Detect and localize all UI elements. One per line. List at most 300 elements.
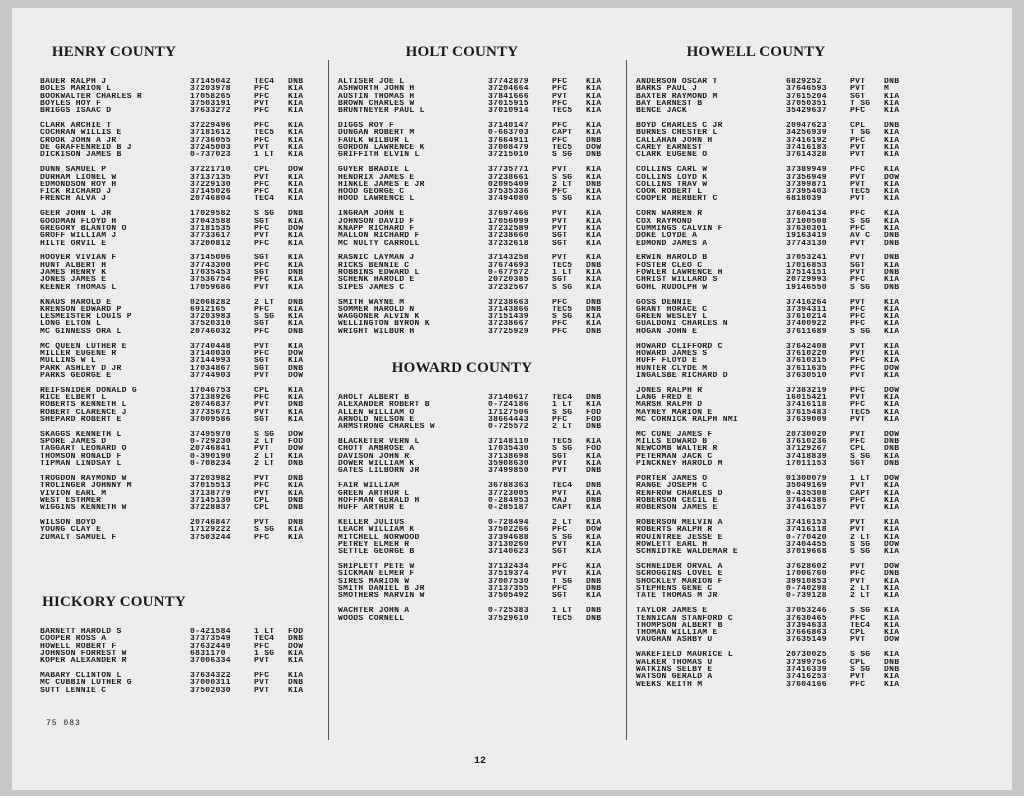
entry-name: MILLS EDWARD B	[636, 438, 708, 447]
entry-rank: PVT	[254, 489, 270, 498]
entry-rank: 2 LT	[552, 423, 573, 432]
entry-status: KIA	[288, 136, 304, 145]
entry-status: KIA	[586, 438, 602, 447]
entry-serial: 37610315	[786, 357, 827, 366]
entry-serial: 37200812	[190, 239, 231, 248]
entry-status: KIA	[884, 276, 900, 285]
entry-status: KIA	[884, 585, 900, 593]
entry-rank: PFC	[254, 533, 270, 542]
entry-name: COOK ROBERT L	[636, 188, 703, 197]
entry-rank: PVT	[254, 657, 270, 666]
entry-name: ERWIN HAROLD B	[636, 254, 708, 263]
entry-rank: TEC5	[552, 144, 573, 152]
entry-name: GRIFFITH ELVIN L	[338, 151, 420, 160]
entry-serial: 37416118	[786, 526, 827, 535]
entry-rank: PVT	[254, 686, 270, 695]
entry-name: DIGGS ROY F	[338, 122, 395, 131]
entry-serial: 37666863	[786, 629, 827, 638]
entry-status: DNB	[884, 232, 900, 241]
entry-name: CLARK ARCHIE T	[40, 122, 112, 131]
entry-serial: 0-729230	[190, 438, 231, 447]
entry-rank: T SG	[850, 129, 871, 138]
entry-serial: 37137355	[488, 585, 529, 593]
entry-serial: 0-740298	[786, 585, 827, 593]
entry-status: DOW	[884, 173, 900, 182]
entry-rank: PFC	[552, 122, 568, 131]
entry-serial: 16015421	[786, 394, 827, 402]
entry-serial: 37519374	[488, 570, 529, 579]
entry-status: KIA	[586, 504, 602, 513]
roster-entry	[40, 460, 318, 468]
entry-serial: 39910853	[786, 577, 827, 586]
entry-name: HILTE ORVIL E	[40, 239, 107, 248]
entry-status: KIA	[586, 195, 602, 204]
entry-status: KIA	[586, 540, 602, 549]
entry-status: DOW	[288, 445, 304, 454]
entry-serial: 37000311	[190, 679, 231, 688]
roster-entry	[636, 460, 914, 468]
entry-serial: 0-284953	[488, 496, 529, 505]
entry-serial: 37203982	[190, 474, 231, 483]
entry-status: KIA	[884, 144, 900, 152]
entry-name: SCHENK HAROLD E	[338, 276, 415, 285]
entry-status: KIA	[288, 283, 304, 292]
entry-status: DNB	[288, 401, 304, 410]
entry-status: KIA	[884, 298, 900, 307]
entry-rank: PFC	[552, 188, 568, 197]
entry-rank: PVT	[850, 673, 866, 682]
entry-serial: 38664443	[488, 415, 529, 424]
entry-status: KIA	[884, 92, 900, 101]
entry-serial: 37733617	[190, 232, 231, 241]
roster-entry	[338, 592, 616, 600]
entry-serial: 36788363	[488, 482, 529, 491]
entry-serial: 37735671	[190, 408, 231, 417]
entry-name: JAMES HENRY K	[40, 269, 107, 277]
entry-name: SIRES MARION W	[338, 577, 410, 586]
entry-rank: 1 SG	[254, 649, 275, 658]
entry-status: DNB	[586, 298, 602, 307]
entry-serial: 37630510	[786, 371, 827, 380]
entry-name: GOODMAN FLOYD H	[40, 217, 117, 226]
entry-rank: PFC	[254, 305, 270, 314]
entry-name: HUNTER CLYDE M	[636, 364, 708, 373]
entry-status: KIA	[288, 173, 304, 182]
entry-name: PARK ASHLEY D JR	[40, 364, 122, 373]
entry-serial: 37181612	[190, 129, 231, 138]
entry-status: KIA	[884, 526, 900, 535]
entry-rank: PVT	[850, 349, 866, 358]
entry-serial: 35908630	[488, 460, 529, 468]
entry-name: NEWCOMB WALTER R	[636, 445, 718, 454]
entry-rank: T SG	[552, 577, 573, 586]
roster-entry	[636, 681, 914, 689]
entry-rank: CAPT	[850, 489, 871, 498]
entry-name: WALKER THOMAS U	[636, 658, 713, 667]
entry-serial: 37356949	[786, 173, 827, 182]
entry-name: MC CUNE JAMES F	[636, 430, 713, 439]
entry-rank: S SG	[552, 408, 573, 417]
entry-name: JOHNSON FORREST W	[40, 649, 127, 658]
entry-serial: 17046753	[190, 386, 231, 395]
entry-status: DNB	[586, 180, 602, 189]
entry-rank: S SG	[850, 283, 871, 292]
roster-entry	[338, 195, 616, 203]
entry-status: DOW	[288, 349, 304, 358]
entry-status: KIA	[288, 657, 304, 666]
entry-serial: 37008479	[488, 144, 529, 152]
entry-rank: PFC	[850, 313, 866, 322]
entry-name: TATE THOMAS M JR	[636, 592, 718, 601]
entry-status: DNB	[288, 635, 304, 644]
entry-serial: 0-739128	[786, 592, 827, 601]
entry-name: AHOLT ALBERT B	[338, 394, 410, 402]
entry-status: KIA	[288, 386, 304, 395]
roster-entry	[636, 151, 914, 159]
entry-status: KIA	[884, 320, 900, 329]
entry-rank: PFC	[552, 85, 568, 94]
roster-entry	[338, 504, 616, 512]
entry-name: ANDERSON OSCAR T	[636, 78, 718, 86]
entry-serial: 0-737023	[190, 151, 231, 160]
entry-status: KIA	[884, 224, 900, 233]
entry-status: KIA	[586, 320, 602, 329]
entry-serial: 37416153	[786, 519, 827, 527]
entry-serial: 0-770420	[786, 533, 827, 542]
entry-rank: TEC5	[254, 129, 275, 138]
entry-name: HOGAN JOHN E	[636, 327, 698, 336]
entry-rank: PFC	[850, 136, 866, 145]
entry-rank: PFC	[254, 136, 270, 145]
entry-rank: PFC	[552, 585, 568, 593]
entry-rank: MAJ	[552, 496, 568, 505]
entry-name: WATKINS SELBY E	[636, 665, 713, 674]
entry-serial: 20947623	[786, 122, 827, 131]
entry-serial: 37145042	[190, 78, 231, 86]
entry-rank: 2 LT	[254, 298, 275, 307]
entry-serial: 37416183	[786, 144, 827, 152]
entry-serial: 37503244	[190, 533, 231, 542]
entry-serial: 37743300	[190, 261, 231, 270]
entry-rank: 1 LT	[552, 401, 573, 410]
entry-rank: S SG	[850, 217, 871, 226]
entry-name: COLLINS TRAV W	[636, 180, 708, 189]
entry-rank: PFC	[850, 305, 866, 314]
roster-entry	[338, 467, 616, 475]
entry-rank: TEC4	[254, 635, 275, 644]
entry-serial: 37611689	[786, 327, 827, 336]
entry-name: BAXTER RAYMOND M	[636, 92, 718, 101]
entry-name: WOODS CORNELL	[338, 614, 405, 623]
entry-rank: PVT	[850, 504, 866, 513]
entry-name: COCHRAN WILLIS E	[40, 129, 122, 138]
entry-rank: TEC5	[552, 261, 573, 270]
entry-name: BENCE JACK	[636, 107, 688, 116]
entry-serial: 37502030	[190, 686, 231, 695]
entry-name: RASNIC LAYMAN J	[338, 254, 415, 263]
entry-rank: PVT	[850, 78, 866, 86]
entry-name: WEST ESTHMER	[40, 496, 102, 505]
entry-name: WILSON BOYD	[40, 519, 97, 527]
entry-rank: PVT	[254, 371, 270, 380]
entry-status: DNB	[884, 269, 900, 277]
entry-name: TROLINGER JOHNNY M	[40, 482, 132, 491]
entry-name: WEEKS KEITH M	[636, 680, 703, 689]
roster-entry	[636, 636, 914, 644]
entry-serial: 37743130	[786, 239, 827, 248]
entry-name: DUNN SAMUEL P	[40, 166, 107, 175]
entry-name: THOMSON RONALD F	[40, 452, 122, 461]
entry-status: KIA	[884, 651, 900, 660]
entry-status: DOW	[288, 371, 304, 380]
entry-status: KIA	[884, 629, 900, 638]
roster-entry	[40, 328, 318, 336]
entry-status: KIA	[288, 188, 304, 197]
entry-status: DNB	[586, 467, 602, 476]
entry-rank: SGT	[254, 364, 270, 373]
entry-name: COOPER ROSS A	[40, 635, 107, 644]
entry-rank: PVT	[850, 577, 866, 586]
entry-name: GUALDONI CHARLES N	[636, 320, 728, 329]
entry-status: DNB	[586, 305, 602, 314]
entry-status: DOW	[586, 526, 602, 535]
entry-status: KIA	[586, 276, 602, 285]
entry-name: CAREY EARNEST	[636, 144, 703, 152]
entry-rank: S SG	[850, 548, 871, 557]
entry-status: KIA	[884, 195, 900, 204]
entry-rank: 2 LT	[552, 519, 573, 527]
entry-rank: PVT	[850, 371, 866, 380]
entry-name: SETTLE GEORGE B	[338, 548, 415, 557]
entry-status: KIA	[586, 92, 602, 101]
entry-name: WATSON GERALD A	[636, 673, 713, 682]
entry-name: KELLER JULIUS	[338, 519, 405, 527]
entry-status: DOW	[884, 636, 900, 645]
entry-serial: 37735771	[488, 166, 529, 175]
entry-serial: 37418839	[786, 452, 827, 461]
entry-rank: SGT	[552, 592, 568, 601]
entry-rank: PVT	[850, 144, 866, 152]
county-title: HICKORY COUNTY	[42, 594, 186, 610]
entry-name: HUNT ALBERT H	[40, 261, 107, 270]
entry-name: SHEPARD ROBERT E	[40, 415, 122, 424]
entry-serial: 37245003	[190, 144, 231, 152]
entry-status: DNB	[884, 239, 900, 248]
entry-serial: 37416339	[786, 665, 827, 674]
entry-rank: PFC	[850, 364, 866, 373]
entry-rank: PFC	[850, 166, 866, 175]
entry-name: HOWARD CLIFFORD C	[636, 342, 723, 351]
entry-name: BRIGGS ISAAC D	[40, 107, 112, 116]
entry-rank: S SG	[552, 283, 573, 292]
entry-status: KIA	[586, 460, 602, 468]
entry-name: COOPER HERBERT C	[636, 195, 718, 204]
entry-status: KIA	[884, 592, 900, 601]
entry-rank: PFC	[254, 394, 270, 402]
entry-serial: 37229496	[190, 122, 231, 131]
entry-status: KIA	[586, 129, 602, 138]
entry-name: ROUINTREE JESSE E	[636, 533, 723, 542]
entry-name: ROBERSON CECIL E	[636, 496, 718, 505]
entry-name: VIVION EARL M	[40, 489, 107, 498]
entry-name: PINCKNEY HAROLD M	[636, 460, 723, 468]
entry-status: KIA	[586, 122, 602, 131]
entry-rank: 1 LT	[552, 607, 573, 616]
entry-name: ROWLETT EARL H	[636, 540, 708, 549]
entry-rank: PVT	[254, 679, 270, 688]
entry-rank: PVT	[552, 217, 568, 226]
entry-serial: 37604134	[786, 210, 827, 219]
entry-serial: 37611635	[786, 364, 827, 373]
roster-entry	[40, 195, 318, 203]
entry-rank: PFC	[850, 107, 866, 116]
entry-rank: PFC	[850, 224, 866, 233]
entry-name: PETREY ELMER R	[338, 540, 410, 549]
roster-entry	[40, 107, 318, 115]
entry-status: KIA	[288, 217, 304, 226]
entry-name: SHIPLETT PETE W	[338, 563, 415, 572]
entry-serial: 37740448	[190, 342, 231, 351]
entry-serial: 20746841	[190, 445, 231, 454]
entry-status: KIA	[586, 283, 602, 292]
entry-name: CALLAHAN JOHN H	[636, 136, 713, 145]
entry-name: ALLEN WILLIAM O	[338, 408, 415, 417]
county-title: HENRY COUNTY	[51, 44, 177, 60]
entry-rank: PVT	[254, 519, 270, 527]
entry-serial: 0-708234	[190, 460, 231, 468]
entry-serial: 37132434	[488, 563, 529, 572]
entry-rank: PVT	[850, 430, 866, 439]
entry-serial: 17034867	[190, 364, 231, 373]
entry-status: DNB	[586, 151, 602, 160]
entry-status: KIA	[586, 452, 602, 461]
entry-rank: PVT	[254, 401, 270, 410]
entry-status: KIA	[884, 577, 900, 586]
entry-name: ROBERSON MELVIN A	[636, 519, 723, 527]
entry-status: KIA	[288, 107, 304, 116]
entry-name: CHOTT AMBROSE A	[338, 445, 415, 454]
column-divider	[328, 60, 329, 740]
entry-serial: 37502266	[488, 526, 529, 535]
entry-serial: 17006760	[786, 570, 827, 579]
entry-serial: 37639009	[786, 415, 827, 424]
entry-name: HENDRIX JAMES E	[338, 173, 415, 182]
entry-status: KIA	[586, 533, 602, 542]
entry-name: SCROGGINS LOVEL E	[636, 570, 723, 579]
entry-serial: 37015915	[488, 99, 529, 108]
entry-name: BRUNTNEYER PAUL L	[338, 107, 425, 116]
entry-rank: SGT	[254, 217, 270, 226]
entry-status: KIA	[586, 232, 602, 241]
entry-serial: 37400922	[786, 320, 827, 329]
entry-status: DNB	[586, 496, 602, 505]
entry-name: SHOCKLEY MARION F	[636, 577, 723, 586]
entry-status: DNB	[586, 577, 602, 586]
entry-rank: PFC	[254, 107, 270, 116]
entry-rank: 2 LT	[254, 452, 275, 461]
entry-status: KIA	[586, 401, 602, 410]
entry-name: STEPHENS GENE C	[636, 585, 713, 593]
entry-name: EDMONDSON ROY H	[40, 180, 117, 189]
entry-rank: PFC	[850, 438, 866, 447]
entry-serial: 37129267	[786, 445, 827, 454]
entry-name: BARNETT HAROLD S	[40, 628, 122, 636]
entry-serial: 37232589	[488, 224, 529, 233]
entry-status: M	[884, 85, 890, 94]
entry-serial: 37634322	[190, 672, 231, 681]
entry-name: WIGGINS KENNETH W	[40, 504, 127, 513]
entry-serial: 37053246	[786, 607, 827, 616]
entry-name: GREEN WESLEY L	[636, 313, 708, 322]
entry-status: KIA	[288, 320, 304, 329]
entry-name: COLLINS LOYD K	[636, 173, 708, 182]
roster-entry	[40, 534, 318, 542]
county-title: HOWELL COUNTY	[686, 44, 826, 60]
entry-name: BOYD CHARLES C JR	[636, 122, 723, 131]
entry-rank: PFC	[552, 320, 568, 329]
entry-name: AUSTIN THOMAS H	[338, 92, 415, 101]
entry-status: KIA	[884, 342, 900, 351]
roster-entry	[40, 240, 318, 248]
entry-name: GRANT HORACE C	[636, 305, 708, 314]
entry-name: RANGE JOSEPH C	[636, 482, 708, 491]
entry-name: DICKISON JAMES B	[40, 151, 122, 160]
entry-name: GREEN ARTHUR L	[338, 489, 410, 498]
entry-rank: PVT	[850, 636, 866, 645]
entry-rank: PFC	[254, 122, 270, 131]
roster-entry	[636, 284, 914, 292]
entry-serial: 34256939	[786, 129, 827, 138]
entry-serial: 37009586	[190, 415, 231, 424]
entry-status: KIA	[884, 327, 900, 336]
entry-rank: PVT	[850, 298, 866, 307]
entry-serial: 37394311	[786, 305, 827, 314]
entry-name: MAYNEY MARION E	[636, 408, 713, 417]
entry-rank: PVT	[850, 342, 866, 351]
entry-status: KIA	[288, 489, 304, 498]
entry-name: THOMAN WILLIAM E	[636, 629, 718, 638]
entry-rank: PFC	[552, 298, 568, 307]
entry-serial: 35429637	[786, 107, 827, 116]
entry-status: DOW	[586, 144, 602, 152]
entry-name: SMOTHERS MARVIN W	[338, 592, 425, 601]
entry-serial: 37615204	[786, 92, 827, 101]
entry-rank: PFC	[254, 92, 270, 101]
entry-serial: 37232618	[488, 239, 529, 248]
entry-serial: 37043588	[190, 217, 231, 226]
entry-serial: 37130260	[488, 540, 529, 549]
entry-rank: PVT	[254, 232, 270, 241]
entry-serial: 37610214	[786, 313, 827, 322]
entry-serial: 17011153	[786, 460, 827, 468]
entry-serial: 0-724186	[488, 401, 529, 410]
entry-name: HOOD GEORGE C	[338, 188, 405, 197]
entry-serial: 37015513	[190, 482, 231, 491]
entry-serial: 37503191	[190, 99, 231, 108]
entry-name: EDMOND JAMES A	[636, 239, 708, 248]
entry-rank: S SG	[850, 452, 871, 461]
entry-name: JONES RALPH R	[636, 386, 703, 395]
entry-rank: PFC	[254, 276, 270, 285]
entry-rank: TEC4	[552, 394, 573, 402]
roster-entry	[338, 548, 616, 556]
entry-rank: PVT	[552, 224, 568, 233]
entry-rank: CPL	[850, 445, 866, 454]
entry-status: KIA	[288, 408, 304, 417]
entry-rank: SGT	[254, 269, 270, 277]
entry-name: GROFF WILLIAM J	[40, 232, 117, 241]
entry-serial: 0-663703	[488, 129, 529, 138]
